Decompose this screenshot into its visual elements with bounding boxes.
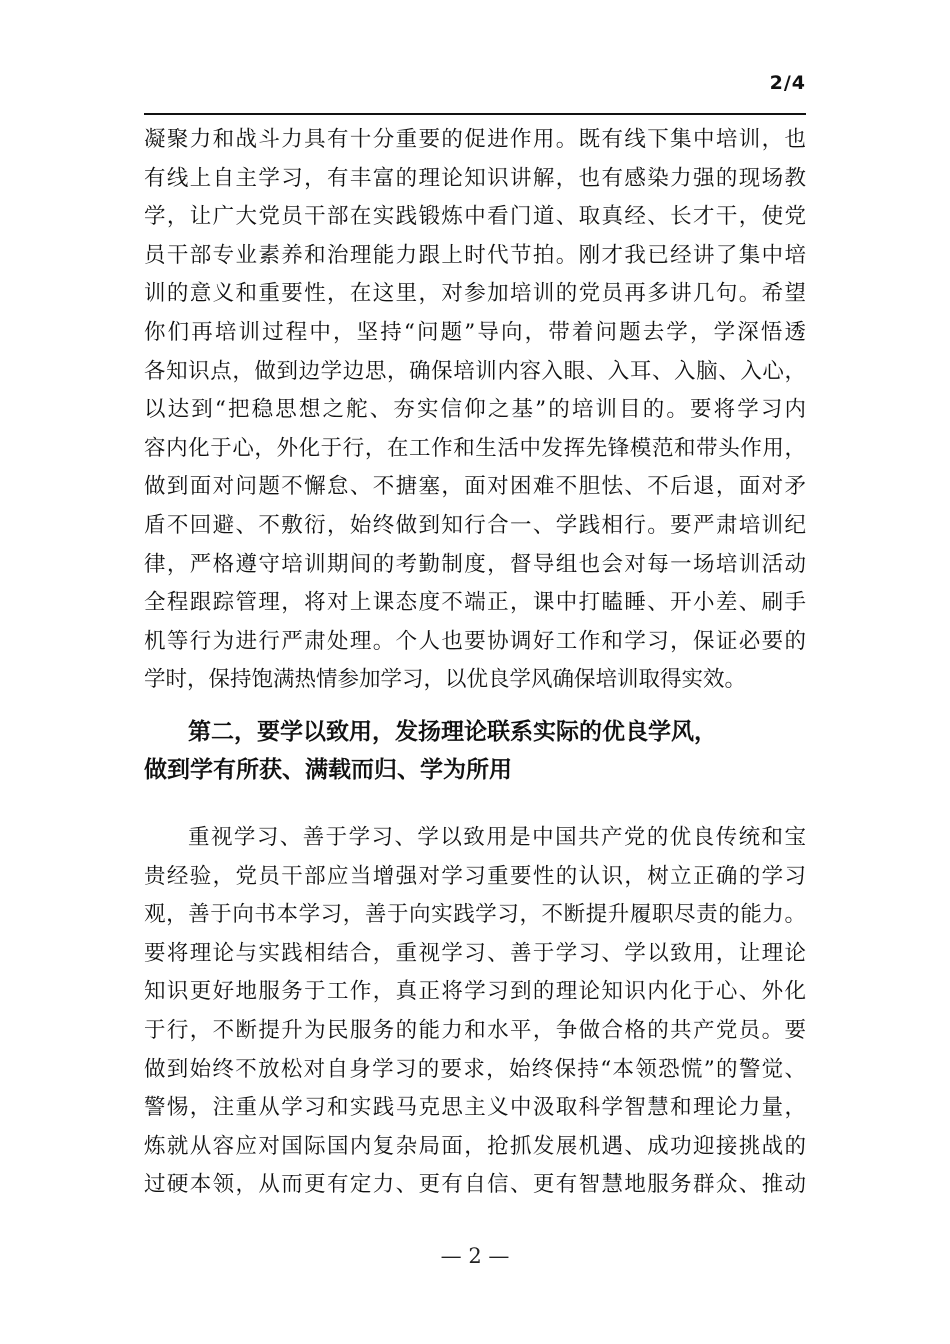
heading-line: 第二，要学以致用，发扬理论联系实际的优良学风， <box>188 719 717 745</box>
paragraph-1 <box>144 121 806 700</box>
section-heading <box>144 713 806 789</box>
paragraph-line: 律，严格遵守培训期间的考勤制度，督导组也会对每一场培训活动 <box>144 551 806 577</box>
paragraph-line: 学，让广大党员干部在实践锻炼中看门道、取真经、长才干，使党 <box>144 204 806 230</box>
paragraph-line: 观，善于向书本学习，善于向实践学习，不断提升履职尽责的能力。 <box>144 902 806 928</box>
paragraph-line: 盾不回避、不敷衍，始终做到知行合一、学践相行。要严肃培训纪 <box>144 512 806 538</box>
page-counter: 2/4 <box>769 72 806 94</box>
paragraph-line: 贵经验，党员干部应当增强对学习重要性的认识，树立正确的学习 <box>144 863 806 889</box>
paragraph-2 <box>144 819 806 1205</box>
paragraph-line: 学时，保持饱满热情参加学习，以优良学风确保培训取得实效。 <box>144 667 747 693</box>
paragraph-line: 知识更好地服务于工作，真正将学习到的理论知识内化于心、外化 <box>144 979 806 1005</box>
paragraph-line: 容内化于心，外化于行，在工作和生活中发挥先锋模范和带头作用， <box>144 435 806 461</box>
paragraph-line: 做到始终不放松对自身学习的要求，始终保持“本领恐慌”的警觉、 <box>144 1056 806 1082</box>
paragraph-line: 全程跟踪管理，将对上课态度不端正，课中打瞌睡、开小差、刷手 <box>144 590 806 616</box>
heading-line: 做到学有所获、满载而归、学为所用 <box>144 757 512 783</box>
paragraph-line: 你们再培训过程中，坚持“问题”导向，带着问题去学，学深悟透 <box>144 319 806 345</box>
paragraph-line: 有线上自主学习，有丰富的理论知识讲解，也有感染力强的现场教 <box>144 165 806 191</box>
paragraph-line: 重视学习、善于学习、学以致用是中国共产党的优良传统和宝 <box>188 825 806 850</box>
paragraph-line: 于行，不断提升为民服务的能力和水平，争做合格的共产党员。要 <box>144 1017 806 1043</box>
paragraph-line: 做到面对问题不懈怠、不搪塞，面对困难不胆怯、不后退，面对矛 <box>144 474 806 500</box>
paragraph-line: 各知识点，做到边学边思，确保培训内容入眼、入耳、入脑、入心， <box>144 358 806 384</box>
paragraph-line: 凝聚力和战斗力具有十分重要的促进作用。既有线下集中培训，也 <box>144 127 806 152</box>
footer-page-number: — 2 — <box>440 1244 510 1268</box>
paragraph-line: 警惕，注重从学习和实践马克思主义中汲取科学智慧和理论力量， <box>144 1095 806 1121</box>
paragraph-line: 训的意义和重要性，在这里，对参加培训的党员再多讲几句。希望 <box>144 281 806 307</box>
paragraph-line: 以达到“把稳思想之舵、夯实信仰之基”的培训目的。要将学习内 <box>144 397 806 423</box>
paragraph-line: 机等行为进行严肃处理。个人也要协调好工作和学习，保证必要的 <box>144 628 806 654</box>
paragraph-line: 炼就从容应对国际国内复杂局面，抢抓发展机遇、成功迎接挑战的 <box>144 1133 806 1159</box>
paragraph-line: 要将理论与实践相结合，重视学习、善于学习、学以致用，让理论 <box>144 940 806 966</box>
paragraph-line: 过硬本领，从而更有定力、更有自信、更有智慧地服务群众、推动 <box>144 1172 806 1198</box>
paragraph-line: 员干部专业素养和治理能力跟上时代节拍。刚才我已经讲了集中培 <box>144 242 806 268</box>
header-rule <box>144 113 806 115</box>
